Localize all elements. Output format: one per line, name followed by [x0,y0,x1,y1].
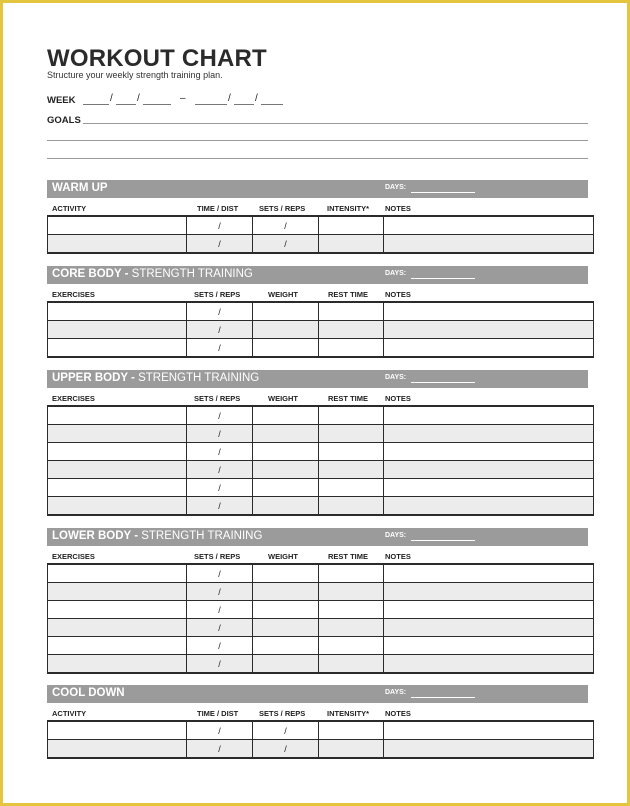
table-cell[interactable] [319,601,384,619]
table-cell[interactable] [384,637,594,655]
table-row [48,461,594,479]
column-header: REST TIME [328,290,369,299]
upper-body-table [47,405,594,516]
table-row [48,302,594,321]
table-cell[interactable] [253,406,319,425]
table-cell[interactable] [48,619,187,637]
days-label: DAYS: [385,532,407,539]
table-cell[interactable] [319,564,384,583]
goals-line[interactable] [47,140,588,141]
table-row [48,425,594,443]
column-header: REST TIME [328,394,369,403]
column-headers [47,546,588,563]
table-cell[interactable] [319,321,384,339]
column-header: WEIGHT [268,290,298,299]
table-cell[interactable] [319,443,384,461]
table-cell[interactable] [253,461,319,479]
week-start-year-field[interactable] [143,104,171,105]
table-row [48,443,594,461]
table-cell[interactable]: / [253,740,319,759]
column-header: NOTES [385,204,411,213]
column-header: SETS / REPS [194,394,241,403]
table-cell[interactable]: / [187,655,253,674]
table-cell[interactable] [48,721,187,740]
table-cell[interactable] [384,406,594,425]
table-cell[interactable] [253,583,319,601]
table-row [48,479,594,497]
column-header: SETS / REPS [259,709,306,718]
column-header: NOTES [385,290,411,299]
date-slash: / [137,93,140,104]
lower-body-table [47,563,594,674]
table-cell[interactable] [48,339,187,358]
table-cell[interactable] [253,619,319,637]
column-header: NOTES [385,552,411,561]
table-cell[interactable] [319,619,384,637]
table-cell[interactable] [384,339,594,358]
goals-line[interactable] [83,123,588,124]
core-body-section [47,266,588,358]
column-headers [47,284,588,301]
table-cell[interactable] [48,216,187,235]
section-title: CORE BODY - STRENGTH TRAINING [52,268,253,280]
week-end-day-field[interactable] [234,104,254,105]
column-header: NOTES [385,394,411,403]
column-header: REST TIME [328,552,369,561]
table-cell[interactable] [384,619,594,637]
table-cell[interactable]: / [187,479,253,497]
table-cell[interactable] [384,497,594,516]
table-cell[interactable] [48,235,187,254]
table-cell[interactable]: / [187,321,253,339]
column-headers [47,198,588,215]
table-cell[interactable] [319,497,384,516]
table-cell[interactable] [384,461,594,479]
table-cell[interactable] [384,321,594,339]
table-cell[interactable]: / [187,216,253,235]
table-cell[interactable] [384,564,594,583]
table-cell[interactable] [384,740,594,759]
table-cell[interactable]: / [187,443,253,461]
table-cell[interactable] [319,339,384,358]
week-start-day-field[interactable] [116,104,136,105]
table-row [48,637,594,655]
column-header: TIME / DIST [197,204,239,213]
table-row [48,619,594,637]
table-cell[interactable] [384,655,594,674]
column-header: SETS / REPS [259,204,306,213]
table-cell[interactable] [319,406,384,425]
table-cell[interactable] [253,321,319,339]
column-header: INTENSITY* [327,709,370,718]
week-end-year-field[interactable] [261,104,283,105]
column-headers [47,703,588,720]
table-cell[interactable] [384,601,594,619]
section-header-bar [47,180,588,198]
table-cell[interactable] [319,637,384,655]
table-row [48,583,594,601]
table-cell[interactable]: / [187,637,253,655]
column-header: INTENSITY* [327,204,370,213]
date-slash: / [228,93,231,104]
table-cell[interactable] [48,637,187,655]
table-cell[interactable] [384,302,594,321]
table-cell[interactable] [319,461,384,479]
date-slash: / [110,93,113,104]
table-cell[interactable] [319,425,384,443]
days-label: DAYS: [385,374,407,381]
table-cell[interactable] [253,497,319,516]
column-header: SETS / REPS [194,552,241,561]
table-cell[interactable] [48,425,187,443]
column-header: WEIGHT [268,552,298,561]
table-row [48,497,594,516]
table-cell[interactable] [319,479,384,497]
section-title: WARM UP [52,182,108,194]
table-cell[interactable]: / [187,406,253,425]
days-label: DAYS: [385,184,407,191]
table-cell[interactable] [384,425,594,443]
table-cell[interactable] [48,497,187,516]
table-cell[interactable] [48,601,187,619]
days-label: DAYS: [385,270,407,277]
table-cell[interactable]: / [187,601,253,619]
table-cell[interactable] [48,321,187,339]
table-cell[interactable] [253,601,319,619]
table-cell[interactable] [384,479,594,497]
column-header: SETS / REPS [194,290,241,299]
column-header: EXERCISES [52,394,95,403]
column-header: WEIGHT [268,394,298,403]
section-header-bar [47,370,588,388]
table-cell[interactable] [319,721,384,740]
table-cell[interactable]: / [187,235,253,254]
table-cell[interactable]: / [187,564,253,583]
table-cell[interactable] [319,216,384,235]
table-cell[interactable] [319,302,384,321]
table-cell[interactable]: / [253,216,319,235]
table-cell[interactable] [319,583,384,601]
table-row [48,216,594,235]
column-header: NOTES [385,709,411,718]
table-row [48,601,594,619]
days-field[interactable] [411,697,475,698]
table-cell[interactable] [48,479,187,497]
table-cell[interactable] [48,443,187,461]
table-cell[interactable] [48,583,187,601]
table-cell[interactable] [48,302,187,321]
table-cell[interactable] [253,443,319,461]
days-field[interactable] [411,192,475,193]
section-title: UPPER BODY - STRENGTH TRAINING [52,372,260,384]
table-row [48,564,594,583]
cool-down-table [47,720,594,759]
table-cell[interactable] [319,235,384,254]
table-cell[interactable] [253,479,319,497]
table-row [48,740,594,759]
table-cell[interactable]: / [187,339,253,358]
column-header: EXERCISES [52,290,95,299]
table-cell[interactable]: / [253,235,319,254]
table-row [48,721,594,740]
table-cell[interactable] [384,443,594,461]
column-header: ACTIVITY [52,709,87,718]
goals-line[interactable] [47,158,588,159]
days-field[interactable] [411,540,475,541]
column-header: TIME / DIST [197,709,239,718]
table-cell[interactable] [319,740,384,759]
section-title: COOL DOWN [52,687,125,699]
week-start-month-field[interactable] [83,104,109,105]
page-title: WORKOUT CHART [47,45,267,72]
table-row [48,655,594,674]
table-cell[interactable] [253,637,319,655]
table-cell[interactable] [384,721,594,740]
week-label: WEEK [47,95,76,106]
table-cell[interactable] [253,425,319,443]
warm-up-section [47,180,588,254]
week-end-month-field[interactable] [195,104,227,105]
days-label: DAYS: [385,689,407,696]
table-cell[interactable]: / [187,461,253,479]
table-cell[interactable] [48,655,187,674]
table-cell[interactable] [48,461,187,479]
table-cell[interactable]: / [253,721,319,740]
column-header: ACTIVITY [52,204,87,213]
table-cell[interactable] [319,655,384,674]
lower-body-section [47,528,588,674]
core-body-table [47,301,594,358]
table-cell[interactable] [48,740,187,759]
warm-up-table [47,215,594,254]
workout-chart-page [3,3,627,803]
table-cell[interactable]: / [187,497,253,516]
page-subtitle: Structure your weekly strength training plan. [47,70,223,80]
date-range-dash: – [180,93,186,104]
table-cell[interactable]: / [187,619,253,637]
table-cell[interactable] [253,564,319,583]
table-cell[interactable]: / [187,302,253,321]
date-slash: / [255,93,258,104]
days-field[interactable] [411,382,475,383]
section-title: LOWER BODY - STRENGTH TRAINING [52,530,263,542]
upper-body-section [47,370,588,516]
section-header-bar [47,685,588,703]
table-cell[interactable] [384,235,594,254]
days-field[interactable] [411,278,475,279]
goals-label: GOALS [47,115,81,126]
table-cell[interactable]: / [187,425,253,443]
table-cell[interactable] [384,216,594,235]
column-headers [47,388,588,405]
table-row [48,235,594,254]
table-cell[interactable] [253,302,319,321]
table-cell[interactable]: / [187,583,253,601]
table-cell[interactable] [253,339,319,358]
table-row [48,339,594,358]
table-row [48,321,594,339]
section-header-bar [47,266,588,284]
table-cell[interactable] [253,655,319,674]
cool-down-section [47,685,588,759]
section-header-bar [47,528,588,546]
table-cell[interactable] [384,583,594,601]
table-cell[interactable] [48,564,187,583]
table-row [48,406,594,425]
table-cell[interactable]: / [187,740,253,759]
column-header: EXERCISES [52,552,95,561]
table-cell[interactable] [48,406,187,425]
table-cell[interactable]: / [187,721,253,740]
